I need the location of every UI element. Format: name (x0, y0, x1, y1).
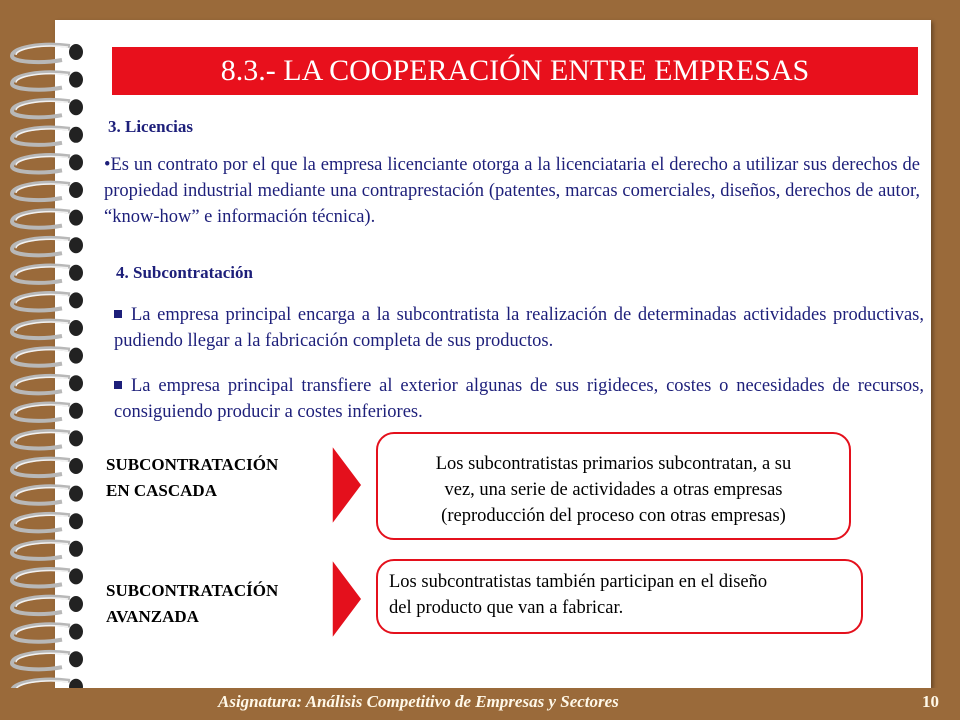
binding-hole (69, 44, 83, 60)
binding-hole (69, 596, 83, 612)
binding-ring (12, 321, 70, 338)
binding-ring (12, 376, 70, 393)
box-line: (reproducción del proceso con otras empresas) (441, 506, 786, 526)
binding-hole (69, 210, 83, 226)
binding-hole (69, 375, 83, 391)
binding-hole (69, 430, 83, 446)
binding-ring (12, 72, 70, 89)
binding-ring (12, 293, 70, 310)
bullet-text: La empresa principal encarga a la subcontratista la realización de determinadas actividades productivas, pudiendo llegar a la fabricación completa de sus productos. (114, 305, 924, 351)
diagram-box-avanzada (376, 559, 863, 634)
binding-hole (69, 127, 83, 143)
binding-hole (69, 265, 83, 281)
binding-ring (12, 128, 70, 145)
binding-hole (69, 154, 83, 170)
red-arrow-icon (330, 557, 364, 641)
page-number: 10 (922, 692, 939, 711)
binding-ring (12, 155, 70, 172)
binding-hole (69, 568, 83, 584)
binding-hole (69, 458, 83, 474)
binding-hole (69, 237, 83, 253)
box-line: del producto que van a fabricar. (389, 598, 624, 618)
binding-ring (12, 597, 70, 614)
diagram-label-cascada (106, 452, 278, 504)
binding-hole (69, 541, 83, 557)
binding-ring (12, 486, 70, 503)
box-line: vez, una serie de actividades a otras empresas (444, 480, 783, 500)
binding-hole (69, 292, 83, 308)
binding-hole (69, 624, 83, 640)
slide-title: 8.3.- LA COOPERACIÓN ENTRE EMPRESAS (112, 47, 918, 95)
label-line: SUBCONTRATACÍÓN (106, 581, 279, 600)
binding-hole (69, 320, 83, 336)
diagram-box-cascada (376, 432, 851, 540)
subcontratacion-bullet-2 (114, 373, 924, 425)
section-heading-licencias: 3. Licencias (108, 117, 193, 136)
binding-ring (12, 100, 70, 117)
square-bullet-icon (114, 310, 122, 318)
footer-course-name: Asignatura: Análisis Competitivo de Empresas y Sectores (218, 692, 619, 711)
label-line: SUBCONTRATACIÓN (106, 455, 279, 474)
binding-hole (69, 99, 83, 115)
section-heading-subcontratacion: 4. Subcontratación (116, 263, 253, 282)
diagram-label-avanzada (106, 578, 278, 630)
subcontratacion-bullet-1 (114, 302, 924, 354)
binding-ring (12, 348, 70, 365)
square-bullet-icon (114, 381, 122, 389)
binding-hole (69, 72, 83, 88)
box-line: Los subcontratistas primarios subcontratan, a su (435, 454, 792, 474)
binding-ring (12, 404, 70, 421)
red-arrow-icon (330, 443, 364, 527)
binding-ring (12, 652, 70, 669)
label-line: EN CASCADA (106, 481, 217, 500)
binding-ring (12, 542, 70, 559)
binding-ring (12, 624, 70, 641)
binding-hole (69, 513, 83, 529)
label-line: AVANZADA (106, 607, 199, 626)
box-line: Los subcontratistas también participan en el diseño (389, 572, 768, 592)
binding-ring (12, 183, 70, 200)
binding-hole (69, 403, 83, 419)
binding-ring (12, 45, 70, 62)
binding-hole (69, 348, 83, 364)
binding-hole (69, 182, 83, 198)
binding-ring (12, 431, 70, 448)
binding-ring (12, 238, 70, 255)
binding-ring (12, 569, 70, 586)
binding-hole (69, 651, 83, 667)
bullet-text: La empresa principal transfiere al exterior algunas de sus rigideces, costes o necesidades de recursos, consiguiendo producir a costes inferiores. (114, 376, 924, 422)
binding-ring (12, 459, 70, 476)
binding-hole (69, 486, 83, 502)
spiral-binding (0, 0, 110, 720)
binding-ring (12, 266, 70, 283)
binding-ring (12, 210, 70, 227)
binding-ring (12, 514, 70, 531)
licencias-paragraph: •Es un contrato por el que la empresa licenciante otorga a la licenciataria el derecho a utilizar sus derechos de propiedad industrial mediante una contraprestación (patentes, marcas comerciales, diseños, derechos de autor, “know-how” e información técnica). (104, 155, 920, 227)
